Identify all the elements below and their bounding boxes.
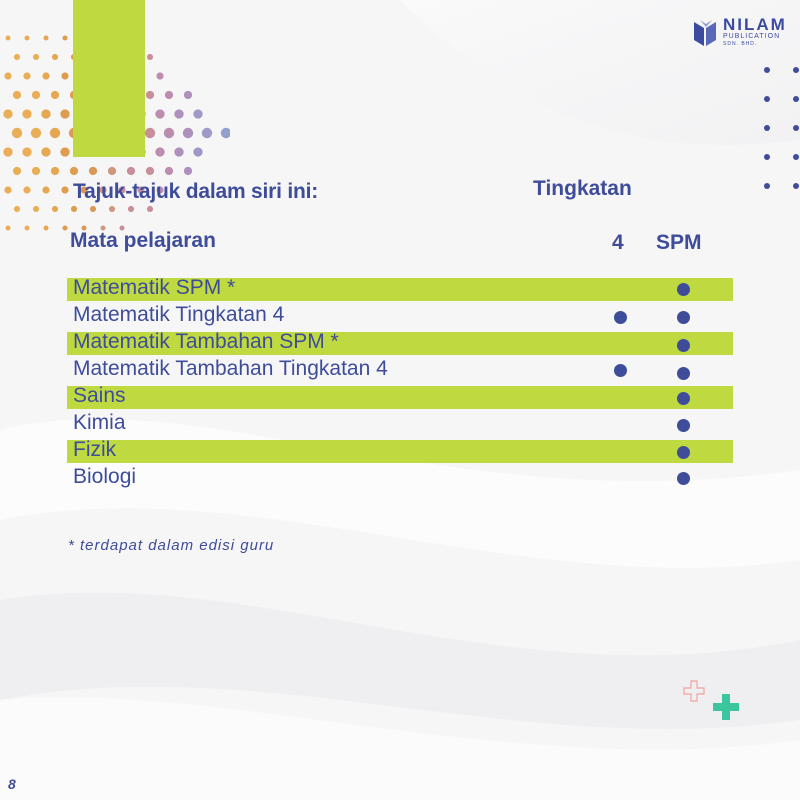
form4-dot (614, 364, 627, 377)
pattern-dot (174, 147, 183, 156)
pattern-dot (61, 186, 68, 193)
logo-subtitle-2: SDN. BHD. (723, 41, 758, 47)
pattern-dot (33, 206, 39, 212)
pattern-dot (127, 167, 135, 175)
spm-dot (677, 311, 690, 324)
pattern-dot (31, 128, 41, 138)
pattern-dot (147, 54, 153, 60)
pattern-dot (156, 72, 163, 79)
decorative-lime-bar (73, 0, 145, 157)
pattern-dot (165, 91, 173, 99)
subject-label: Biologi (73, 465, 137, 488)
pattern-dot (22, 109, 31, 118)
pattern-dot (165, 167, 173, 175)
subject-label: Matematik Tambahan Tingkatan 4 (73, 357, 388, 380)
row-highlight (67, 440, 733, 463)
pattern-dot (33, 54, 39, 60)
column-header-form4: 4 (612, 231, 624, 254)
spm-dot (677, 446, 690, 459)
pattern-dot (71, 206, 77, 212)
pattern-dot (23, 72, 30, 79)
pattern-dot (89, 167, 97, 175)
spm-dot (677, 283, 690, 296)
pattern-dot (24, 225, 29, 230)
table-row (67, 466, 733, 493)
pattern-dot (109, 206, 115, 212)
plus-outline-icon (683, 680, 705, 702)
row-highlight (67, 386, 733, 409)
pattern-dot (184, 91, 192, 99)
pattern-dot (51, 167, 59, 175)
pattern-dot (5, 225, 10, 230)
table-row (67, 277, 733, 304)
form4-dot (614, 311, 627, 324)
pattern-dot (50, 128, 60, 138)
pattern-dot (22, 147, 31, 156)
pattern-dot (90, 206, 96, 212)
pattern-dot (128, 206, 134, 212)
pattern-dot (164, 128, 174, 138)
pattern-dot (183, 128, 193, 138)
pattern-dot (43, 225, 48, 230)
subject-column-header: Mata pelajaran (70, 229, 216, 252)
pattern-dot (184, 167, 192, 175)
subject-label: Sains (73, 384, 126, 407)
table-row (67, 331, 733, 358)
subject-label: Fizik (73, 438, 117, 461)
subject-label: Kimia (73, 411, 126, 434)
pattern-dot (3, 147, 12, 156)
pattern-dot (4, 72, 11, 79)
subject-label: Matematik SPM * (73, 276, 236, 299)
table-row (67, 412, 733, 439)
pattern-dot (12, 128, 22, 138)
pattern-dot (3, 109, 12, 118)
spm-dot (677, 392, 690, 405)
page-number: 8 (8, 776, 16, 792)
pattern-dot (43, 35, 48, 40)
pattern-dot (221, 128, 230, 138)
pattern-dot (146, 91, 154, 99)
pattern-dot (52, 54, 58, 60)
pattern-dot (70, 167, 78, 175)
logo-subtitle: PUBLICATION (723, 33, 781, 40)
table-row (67, 358, 733, 385)
pattern-dot (62, 225, 67, 230)
pattern-dot (61, 72, 68, 79)
subject-label: Matematik Tambahan SPM * (73, 330, 339, 353)
pattern-dot (147, 206, 153, 212)
pattern-dot (193, 147, 202, 156)
pattern-dot (13, 91, 21, 99)
pattern-dot (13, 167, 21, 175)
subject-label: Matematik Tingkatan 4 (73, 303, 285, 326)
pattern-dot (60, 109, 69, 118)
pattern-dot (41, 109, 50, 118)
nilam-logo-icon (692, 18, 720, 48)
spm-dot (677, 339, 690, 352)
dot-grid-icon (755, 60, 800, 200)
pattern-dot (52, 206, 58, 212)
plus-icon (712, 693, 740, 721)
pattern-dot (202, 128, 212, 138)
pattern-dot (193, 109, 202, 118)
pattern-dot (108, 167, 116, 175)
pattern-dot (145, 128, 155, 138)
page-title: Tajuk-tajuk dalam siri ini: (73, 180, 319, 203)
pattern-dot (174, 109, 183, 118)
table-row (67, 385, 733, 412)
pattern-dot (42, 186, 49, 193)
pattern-dot (32, 91, 40, 99)
column-header-spm: SPM (656, 231, 702, 254)
table-row (67, 304, 733, 331)
pattern-dot (146, 167, 154, 175)
pattern-dot (62, 35, 67, 40)
pattern-dot (155, 109, 164, 118)
footnote: * terdapat dalam edisi guru (68, 537, 275, 554)
pattern-dot (51, 91, 59, 99)
pattern-dot (4, 186, 11, 193)
pattern-dot (14, 206, 20, 212)
subject-table (67, 277, 733, 493)
spm-dot (677, 419, 690, 432)
logo-name: NILAM (723, 15, 787, 34)
pattern-dot (14, 54, 20, 60)
table-row (67, 439, 733, 466)
pattern-dot (32, 167, 40, 175)
pattern-dot (41, 147, 50, 156)
pattern-dot (23, 186, 30, 193)
spm-dot (677, 367, 690, 380)
pattern-dot (60, 147, 69, 156)
nilam-logo (692, 16, 792, 50)
spm-dot (677, 472, 690, 485)
pattern-dot (5, 35, 10, 40)
pattern-dot (155, 147, 164, 156)
pattern-dot (42, 72, 49, 79)
pattern-dot (24, 35, 29, 40)
tingkatan-header: Tingkatan (533, 177, 632, 200)
